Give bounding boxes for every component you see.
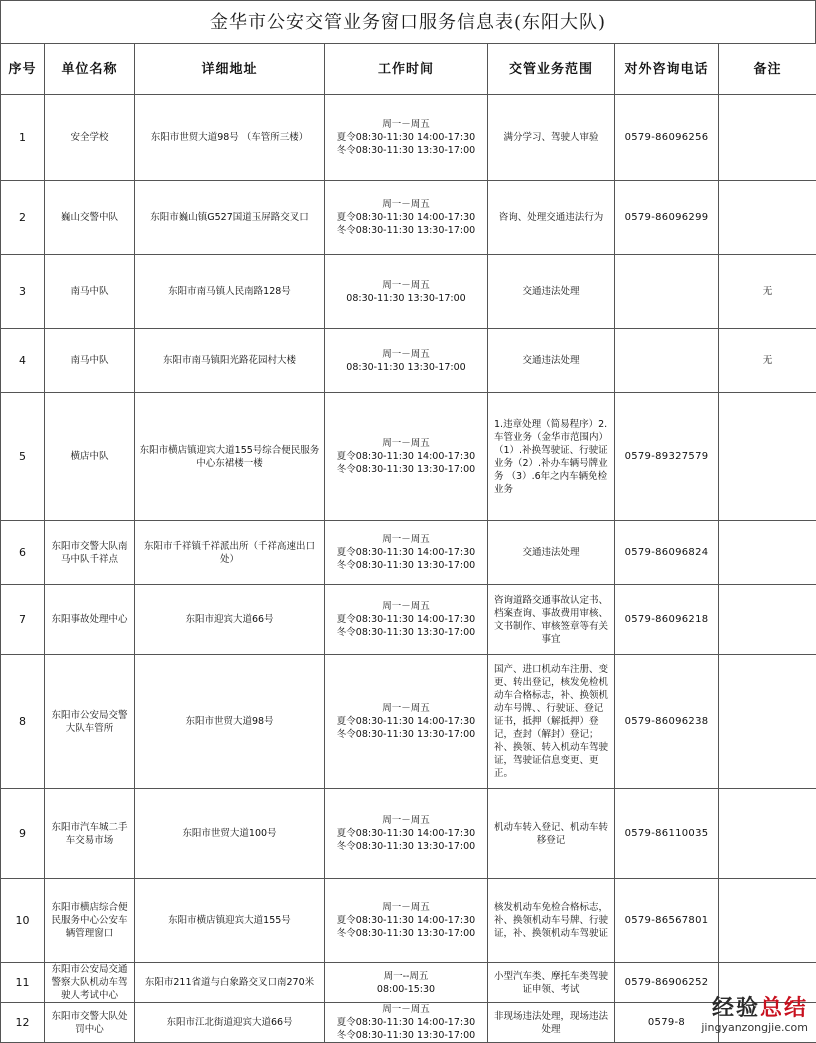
- hours-line: 08:30-11:30 13:30-17:00: [327, 292, 485, 305]
- scope-cell: 交通违法处理: [488, 521, 615, 585]
- hours-line: 周一－周五: [327, 437, 485, 450]
- hours-cell: [325, 789, 488, 879]
- table-row: [1, 655, 816, 789]
- table-row: [1, 879, 816, 963]
- seq-cell: 12: [1, 1003, 45, 1043]
- hours-line: 周一－周五: [327, 600, 485, 613]
- hours-line: 冬令08:30-11:30 13:30-17:00: [327, 144, 485, 157]
- scope-cell: 咨询道路交通事故认定书、档案查询、事故费用审核、文书制作、审核签章等有关事宜: [488, 585, 615, 655]
- seq-cell: 7: [1, 585, 45, 655]
- header-address: 详细地址: [135, 44, 325, 95]
- hours-line: 周一--周五: [327, 970, 485, 983]
- address-cell: 东阳市千祥镇千祥派出所（千祥高速出口处）: [135, 521, 325, 585]
- header-row: [1, 44, 816, 95]
- scope-cell: 机动车转入登记、机动车转移登记: [488, 789, 615, 879]
- table-row: [1, 255, 816, 329]
- note-cell: [719, 521, 816, 585]
- hours-line: 冬令08:30-11:30 13:30-17:00: [327, 1029, 485, 1042]
- phone-cell: 0579-86096824: [615, 521, 719, 585]
- seq-cell: 6: [1, 521, 45, 585]
- hours-line: 冬令08:30-11:30 13:30-17:00: [327, 463, 485, 476]
- hours-line: 夏令08:30-11:30 14:00-17:30: [327, 715, 485, 728]
- seq-cell: 5: [1, 393, 45, 521]
- seq-cell: 10: [1, 879, 45, 963]
- address-cell: 东阳市南马镇人民南路128号: [135, 255, 325, 329]
- phone-cell: 0579-89327579: [615, 393, 719, 521]
- address-cell: 东阳市南马镇阳光路花园村大楼: [135, 329, 325, 393]
- seq-cell: 8: [1, 655, 45, 789]
- hours-line: 冬令08:30-11:30 13:30-17:00: [327, 927, 485, 940]
- watermark-brand: 经验总结: [701, 997, 808, 1021]
- note-cell: [719, 789, 816, 879]
- address-cell: 东阳市迎宾大道66号: [135, 585, 325, 655]
- hours-line: 夏令08:30-11:30 14:00-17:30: [327, 613, 485, 626]
- hours-line: 周一－周五: [327, 118, 485, 131]
- scope-cell: 非现场违法处理，现场违法处理: [488, 1003, 615, 1043]
- hours-line: 冬令08:30-11:30 13:30-17:00: [327, 728, 485, 741]
- scope-cell: 核发机动车免检合格标志，补、换领机动车号牌、行驶证，补、换领机动车驾驶证: [488, 879, 615, 963]
- hours-line: 08:30-11:30 13:30-17:00: [327, 361, 485, 374]
- phone-cell: [615, 329, 719, 393]
- note-cell: 无: [719, 329, 816, 393]
- table-row: [1, 1003, 816, 1043]
- hours-line: 周一－周五: [327, 533, 485, 546]
- unit-cell: 东阳市横店综合便民服务中心公安车辆管理窗口: [45, 879, 135, 963]
- address-cell: 东阳市横店镇迎宾大道155号综合便民服务中心东裙楼一楼: [135, 393, 325, 521]
- hours-line: 夏令08:30-11:30 14:00-17:30: [327, 914, 485, 927]
- phone-cell: 0579-86096238: [615, 655, 719, 789]
- table-row: [1, 585, 816, 655]
- header-unit: 单位名称: [45, 44, 135, 95]
- phone-cell: 0579-86567801: [615, 879, 719, 963]
- scope-cell: 交通违法处理: [488, 329, 615, 393]
- phone-cell: 0579-86096256: [615, 95, 719, 181]
- hours-cell: [325, 1003, 488, 1043]
- table-body: [1, 95, 816, 1043]
- note-cell: [719, 879, 816, 963]
- table-row: [1, 521, 816, 585]
- hours-line: 夏令08:30-11:30 14:00-17:30: [327, 1016, 485, 1029]
- unit-cell: 横店中队: [45, 393, 135, 521]
- hours-line: 周一－周五: [327, 198, 485, 211]
- hours-line: 周一－周五: [327, 348, 485, 361]
- note-cell: [719, 181, 816, 255]
- scope-cell: 小型汽车类、摩托车类驾驶证申领、考试: [488, 963, 615, 1003]
- note-cell: [719, 1003, 816, 1043]
- note-cell: [719, 963, 816, 1003]
- hours-cell: [325, 255, 488, 329]
- hours-cell: [325, 181, 488, 255]
- note-cell: [719, 393, 816, 521]
- hours-line: 冬令08:30-11:30 13:30-17:00: [327, 626, 485, 639]
- header-note: 备注: [719, 44, 816, 95]
- hours-cell: [325, 963, 488, 1003]
- table-row: [1, 789, 816, 879]
- phone-cell: 0579-86906252: [615, 963, 719, 1003]
- phone-cell: 0579-8: [615, 1003, 719, 1043]
- unit-cell: 东阳市公安局交警大队车管所: [45, 655, 135, 789]
- hours-cell: [325, 393, 488, 521]
- hours-line: 夏令08:30-11:30 14:00-17:30: [327, 450, 485, 463]
- hours-line: 夏令08:30-11:30 14:00-17:30: [327, 546, 485, 559]
- service-table: [0, 43, 816, 1043]
- page-title: 金华市公安交管业务窗口服务信息表(东阳大队): [0, 0, 816, 43]
- scope-cell: 满分学习、驾驶人审验: [488, 95, 615, 181]
- table-row: [1, 181, 816, 255]
- note-cell: [719, 585, 816, 655]
- hours-cell: [325, 521, 488, 585]
- hours-cell: [325, 585, 488, 655]
- address-cell: 东阳市江北街道迎宾大道66号: [135, 1003, 325, 1043]
- hours-cell: [325, 655, 488, 789]
- seq-cell: 4: [1, 329, 45, 393]
- note-cell: [719, 95, 816, 181]
- hours-line: 周一－周五: [327, 814, 485, 827]
- seq-cell: 2: [1, 181, 45, 255]
- unit-cell: 安全学校: [45, 95, 135, 181]
- phone-cell: 0579-86096218: [615, 585, 719, 655]
- header-scope: 交管业务范围: [488, 44, 615, 95]
- unit-cell: 东阳事故处理中心: [45, 585, 135, 655]
- scope-cell: 1.违章处理（简易程序）2.车管业务（金华市范围内）（1）.补换驾驶证、行驶证业务（2）.补办车辆号牌业务 （3）.6年之内车辆免检业务: [488, 393, 615, 521]
- hours-cell: [325, 879, 488, 963]
- address-cell: 东阳市横店镇迎宾大道155号: [135, 879, 325, 963]
- header-seq: 序号: [1, 44, 45, 95]
- note-cell: 无: [719, 255, 816, 329]
- unit-cell: 南马中队: [45, 255, 135, 329]
- hours-line: 周一－周五: [327, 702, 485, 715]
- unit-cell: 东阳市公安局交通警察大队机动车驾驶人考试中心: [45, 963, 135, 1003]
- hours-line: 周一－周五: [327, 279, 485, 292]
- hours-line: 夏令08:30-11:30 14:00-17:30: [327, 211, 485, 224]
- hours-cell: [325, 95, 488, 181]
- hours-line: 周一－周五: [327, 1003, 485, 1016]
- seq-cell: 11: [1, 963, 45, 1003]
- table-row: [1, 95, 816, 181]
- scope-cell: 交通违法处理: [488, 255, 615, 329]
- phone-cell: 0579-86110035: [615, 789, 719, 879]
- unit-cell: 东阳市汽车城二手车交易市场: [45, 789, 135, 879]
- hours-line: 夏令08:30-11:30 14:00-17:30: [327, 827, 485, 840]
- seq-cell: 9: [1, 789, 45, 879]
- hours-line: 周一－周五: [327, 901, 485, 914]
- hours-cell: [325, 329, 488, 393]
- header-phone: 对外咨询电话: [615, 44, 719, 95]
- hours-line: 冬令08:30-11:30 13:30-17:00: [327, 840, 485, 853]
- phone-cell: 0579-86096299: [615, 181, 719, 255]
- hours-line: 08:00-15:30: [327, 983, 485, 996]
- scope-cell: 咨询、处理交通违法行为: [488, 181, 615, 255]
- address-cell: 东阳市211省道与白象路交叉口南270米: [135, 963, 325, 1003]
- address-cell: 东阳市世贸大道100号: [135, 789, 325, 879]
- note-cell: [719, 655, 816, 789]
- hours-line: 冬令08:30-11:30 13:30-17:00: [327, 224, 485, 237]
- unit-cell: 南马中队: [45, 329, 135, 393]
- address-cell: 东阳市世贸大道98号 （车管所三楼）: [135, 95, 325, 181]
- address-cell: 东阳市巍山镇G527国道玉屏路交叉口: [135, 181, 325, 255]
- unit-cell: 东阳市交警大队处罚中心: [45, 1003, 135, 1043]
- watermark-domain: jingyanzongjie.com: [701, 1021, 808, 1034]
- hours-line: 夏令08:30-11:30 14:00-17:30: [327, 131, 485, 144]
- table-row: [1, 963, 816, 1003]
- table-row: [1, 329, 816, 393]
- unit-cell: 东阳市交警大队南马中队千祥点: [45, 521, 135, 585]
- seq-cell: 3: [1, 255, 45, 329]
- hours-line: 冬令08:30-11:30 13:30-17:00: [327, 559, 485, 572]
- address-cell: 东阳市世贸大道98号: [135, 655, 325, 789]
- phone-cell: [615, 255, 719, 329]
- scope-cell: 国产、进口机动车注册、变更、转出登记，核发免检机动车合格标志，补、换领机动车号牌、、行驶证、登记证书，抵押（解抵押）登记，查封（解封）登记；补、换领、转入机动车驾驶证，驾驶证信息变更、更正。: [488, 655, 615, 789]
- header-hours: 工作时间: [325, 44, 488, 95]
- table-row: [1, 393, 816, 521]
- unit-cell: 巍山交警中队: [45, 181, 135, 255]
- seq-cell: 1: [1, 95, 45, 181]
